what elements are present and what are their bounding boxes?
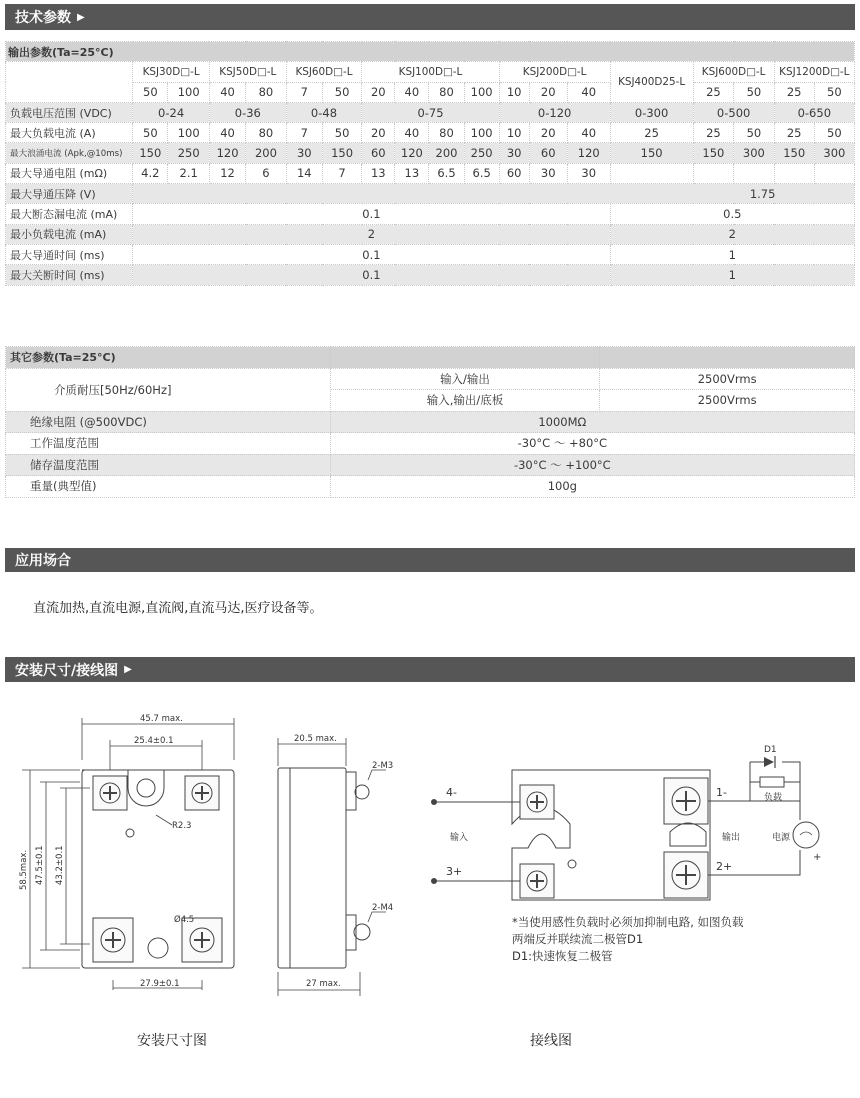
cell: 50 — [814, 123, 854, 143]
model-name: KSJ50D□-L — [209, 62, 286, 82]
cell: -30°C ～ +80°C — [330, 433, 854, 455]
mount-hole-bottom — [148, 938, 168, 958]
cell: 100 — [168, 123, 210, 143]
sub-model: 50 — [734, 82, 774, 102]
section-header-install — [5, 657, 855, 682]
section-title-install: 安装尺寸/接线图 — [15, 662, 119, 679]
dim-height-max: 58.5max. — [19, 849, 29, 890]
wiring-note-2: 两端反并联续流二极管D1 — [512, 932, 644, 946]
cell: 10 — [499, 123, 529, 143]
model-name: KSJ100D□-L — [362, 62, 499, 82]
cell: 120 — [209, 143, 245, 163]
row-label: 最大负载电流 (A) — [6, 123, 133, 143]
cell: 25 — [774, 123, 814, 143]
row-label: 负载电压范围 (VDC) — [6, 102, 133, 122]
label-input: 输入 — [450, 833, 469, 843]
model-name: KSJ600D□-L — [693, 62, 774, 82]
cell: 40 — [395, 123, 429, 143]
cell: 80 — [429, 123, 464, 143]
cell: 0-300 — [610, 102, 693, 122]
label-output: 输出 — [722, 833, 741, 843]
sub-model: 7 — [286, 82, 322, 102]
cell: 20 — [362, 123, 395, 143]
mount-hole — [137, 779, 155, 797]
row-on-resistance — [6, 163, 855, 183]
cell: 40 — [209, 123, 245, 143]
center-hole — [568, 860, 576, 868]
section-header-tech — [5, 4, 855, 30]
label-out-pos: 2+ — [716, 860, 733, 873]
row-label: 最大导通时间 (ms) — [6, 244, 133, 264]
cell: 150 — [693, 143, 733, 163]
sub-model: 40 — [395, 82, 429, 102]
sub-model-row — [6, 82, 855, 102]
row-on-time — [6, 244, 855, 264]
cell: 50 — [322, 123, 361, 143]
cell: 30 — [286, 143, 322, 163]
cell: 输入/输出 — [330, 368, 600, 390]
sub-model: 40 — [209, 82, 245, 102]
applications-text: 直流加热,直流电源,直流阀,直流马达,医疗设备等。 — [33, 601, 323, 616]
cell: 7 — [286, 123, 322, 143]
cell: 2500Vrms — [600, 368, 855, 390]
row-surge-current — [6, 143, 855, 163]
row-label: 储存温度范围 — [6, 454, 331, 476]
cell: 输入,输出/底板 — [330, 390, 600, 412]
label-plus: + — [813, 852, 822, 863]
section-title-tech: 技术参数 — [15, 10, 71, 26]
cell: 100 — [464, 123, 499, 143]
diode-icon — [764, 756, 775, 768]
other-params-title: 其它参数(Ta=25°C) — [6, 347, 331, 369]
cell: 7 — [322, 163, 361, 183]
cell: 60 — [499, 163, 529, 183]
model-row — [6, 62, 855, 82]
wiring-caption: 接线图 — [530, 1033, 572, 1049]
cell: 40 — [567, 123, 610, 143]
model-corner — [6, 62, 133, 103]
row-label: 最大导通电阻 (mΩ) — [6, 163, 133, 183]
row-label: 重量(典型值) — [6, 476, 331, 498]
cell: 0-48 — [286, 102, 362, 122]
row-label: 最大关断时间 (ms) — [6, 265, 133, 285]
cell: 0-36 — [209, 102, 286, 122]
cell: 300 — [734, 143, 774, 163]
cell: 1 — [610, 244, 854, 264]
cell: 0.5 — [610, 204, 854, 224]
row-label: 最大导通压降 (V) — [6, 184, 133, 204]
sub-model: 100 — [168, 82, 210, 102]
cell — [610, 163, 693, 183]
power-source-icon — [793, 822, 819, 848]
cell: 100g — [330, 476, 854, 498]
cell: 12 — [209, 163, 245, 183]
cell: 50 — [734, 123, 774, 143]
row-load-voltage — [6, 102, 855, 122]
screw-side-icon — [355, 785, 369, 799]
dim-screw-bottom: 2-M4 — [372, 903, 394, 913]
label-load: 负载 — [764, 793, 783, 803]
label-in-pos: 3+ — [446, 865, 463, 878]
header-cell — [600, 347, 855, 369]
row-max-load-current — [6, 123, 855, 143]
cell: 0-500 — [693, 102, 774, 122]
cell: 30 — [499, 143, 529, 163]
wiring-diagram — [420, 740, 850, 980]
ssr-body-side — [278, 768, 346, 968]
section-title-apps: 应用场合 — [15, 553, 71, 569]
cell: 200 — [429, 143, 464, 163]
dim-pitch-top: 25.4±0.1 — [134, 736, 174, 746]
dim-h2: 43.2±0.1 — [55, 845, 65, 885]
model-name: KSJ30D□-L — [133, 62, 210, 82]
cell: 150 — [610, 143, 693, 163]
dim-side-width: 20.5 max. — [294, 734, 337, 744]
dimension-drawing — [0, 700, 420, 1010]
sub-model: 80 — [429, 82, 464, 102]
cell: -30°C ～ +100°C — [330, 454, 854, 476]
cell: 0.1 — [133, 265, 610, 285]
header-cell — [330, 347, 600, 369]
other-params-header — [6, 347, 855, 369]
wire-end — [431, 799, 437, 805]
cell: 120 — [395, 143, 429, 163]
cell: 250 — [464, 143, 499, 163]
wiring-note-1: *当使用感性负载时必须加抑制电路, 如图负载 — [512, 915, 744, 929]
row-label: 最小负载电流 (mA) — [6, 224, 133, 244]
output-params-header — [6, 42, 855, 62]
sub-model: 25 — [774, 82, 814, 102]
sub-model: 100 — [464, 82, 499, 102]
cell: 2.1 — [168, 163, 210, 183]
load-box-icon — [760, 777, 784, 787]
dim-screw-top: 2-M3 — [372, 761, 394, 771]
model-name: KSJ400D25-L — [610, 62, 693, 103]
row-min-load — [6, 224, 855, 244]
row-label: 最大浪涌电流 (Apk,@10ms) — [6, 143, 133, 163]
cell: 1 — [610, 265, 854, 285]
dim-pitch-bottom: 27.9±0.1 — [140, 979, 180, 989]
row-operating-temp — [6, 433, 855, 455]
cell: 4.2 — [133, 163, 168, 183]
row-label: 绝缘电阻 (@500VDC) — [6, 411, 331, 433]
cell — [774, 163, 814, 183]
cell: 2 — [610, 224, 854, 244]
cell: 13 — [395, 163, 429, 183]
sub-model: 50 — [133, 82, 168, 102]
cell — [693, 163, 733, 183]
cell: 150 — [774, 143, 814, 163]
sub-model: 10 — [499, 82, 529, 102]
dimension-caption: 安装尺寸图 — [137, 1033, 207, 1049]
cell: 200 — [246, 143, 286, 163]
cell: 0-650 — [774, 102, 854, 122]
row-dielectric-1 — [6, 368, 855, 390]
cell: 120 — [567, 143, 610, 163]
cell: 250 — [168, 143, 210, 163]
cell: 30 — [567, 163, 610, 183]
row-off-leakage — [6, 204, 855, 224]
dim-radius: R2.3 — [172, 821, 192, 831]
cell: 50 — [133, 123, 168, 143]
cell: 0-120 — [499, 102, 610, 122]
cell: 0-75 — [362, 102, 499, 122]
cell: 20 — [529, 123, 567, 143]
row-insulation — [6, 411, 855, 433]
sub-model: 50 — [814, 82, 854, 102]
model-name: KSJ200D□-L — [499, 62, 610, 82]
cell — [814, 163, 854, 183]
cell: 60 — [529, 143, 567, 163]
sub-model: 80 — [246, 82, 286, 102]
cell: 60 — [362, 143, 395, 163]
row-storage-temp — [6, 454, 855, 476]
dim-hole: Ø4.5 — [174, 915, 195, 925]
cell: 0-24 — [133, 102, 210, 122]
label-power: 电源 — [772, 833, 791, 843]
cell: 0.1 — [133, 204, 610, 224]
cell: 6.5 — [429, 163, 464, 183]
cell: 1.75 — [133, 184, 855, 204]
output-params-title: 输出参数(Ta=25°C) — [6, 42, 855, 62]
label-diode: D1 — [764, 745, 777, 755]
cell — [734, 163, 774, 183]
wiring-note-3: D1:快速恢复二极管 — [512, 949, 613, 963]
triangle-right-icon: ▶ — [124, 664, 132, 675]
row-off-time — [6, 265, 855, 285]
sub-model: 20 — [529, 82, 567, 102]
wire-end — [431, 878, 437, 884]
row-voltage-drop — [6, 184, 855, 204]
dim-h1: 47.5±0.1 — [35, 845, 45, 885]
model-name: KSJ1200D□-L — [774, 62, 854, 82]
cell: 150 — [322, 143, 361, 163]
label-in-neg: 4- — [446, 786, 457, 799]
center-hole — [126, 829, 134, 837]
row-label: 最大断态漏电流 (mA) — [6, 204, 133, 224]
sub-model: 50 — [322, 82, 361, 102]
output-params-table — [5, 41, 855, 286]
cell: 0.1 — [133, 244, 610, 264]
other-params-table — [5, 346, 855, 498]
sub-model: 20 — [362, 82, 395, 102]
model-name: KSJ60D□-L — [286, 62, 362, 82]
sub-model: 40 — [567, 82, 610, 102]
cell: 80 — [246, 123, 286, 143]
cell: 1000MΩ — [330, 411, 854, 433]
cell: 6 — [246, 163, 286, 183]
triangle-right-icon: ▶ — [77, 11, 85, 23]
dim-width-max: 45.7 max. — [140, 714, 183, 724]
dim-depth: 27 max. — [306, 979, 341, 989]
cell: 25 — [610, 123, 693, 143]
cell: 150 — [133, 143, 168, 163]
label-out-neg: 1- — [716, 786, 727, 799]
cell: 2500Vrms — [600, 390, 855, 412]
cell: 25 — [693, 123, 733, 143]
section-header-apps — [5, 548, 855, 572]
cell: 14 — [286, 163, 322, 183]
cell: 300 — [814, 143, 854, 163]
cell: 13 — [362, 163, 395, 183]
sub-model: 25 — [693, 82, 733, 102]
cell: 6.5 — [464, 163, 499, 183]
dielectric-label: 介质耐压[50Hz/60Hz] — [6, 368, 331, 411]
row-weight — [6, 476, 855, 498]
cell: 2 — [133, 224, 610, 244]
cell: 30 — [529, 163, 567, 183]
row-label: 工作温度范围 — [6, 433, 331, 455]
